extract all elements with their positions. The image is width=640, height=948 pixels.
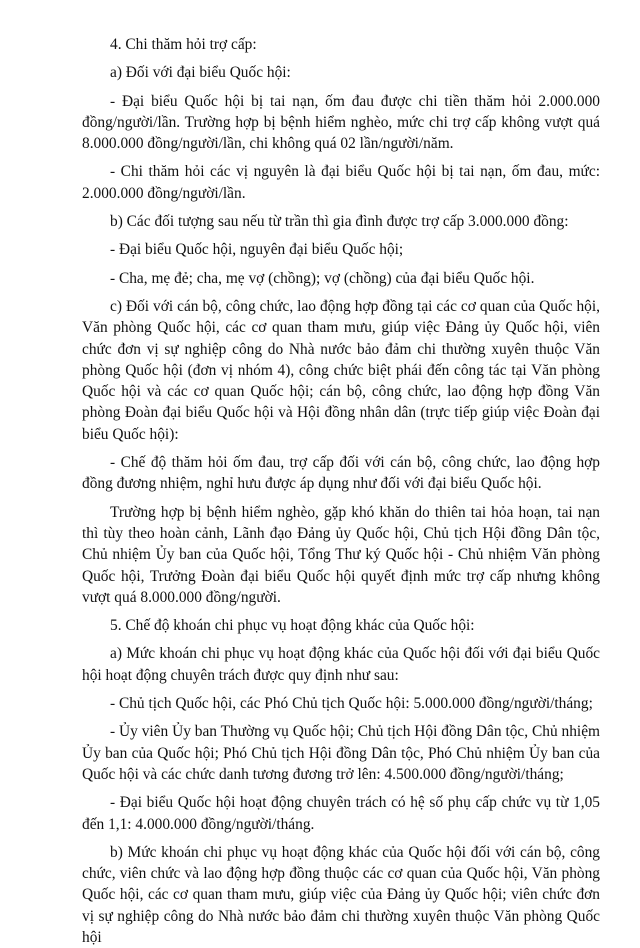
section-5-heading: 5. Chế độ khoán chi phục vụ hoạt động khác của Quốc hội:: [110, 617, 475, 635]
subsection-a-paragraph: a) Mức khoán chi phục vụ hoạt động khác của Quốc hội đối với đại biểu Quốc hội hoạt động chuyên trách được quy định như sau:: [82, 645, 600, 684]
subsection-c-paragraph: c) Đối với cán bộ, công chức, lao động hợp đồng tại các cơ quan của Quốc hội, Văn phòng Quốc hội, các cơ quan tham mưu, giúp việc Đảng ủy Quốc hội, viên chức đơn vị sự nghiệp công do Nhà nước bảo đảm chi thường xuyên thuộc Văn phòng Quốc hội (đơn vị nhóm 4), công chức biệt phái đến công tác tại Văn phòng Quốc hội và các cơ quan Quốc hội; cán bộ, công chức, lao động hợp đồng Văn phòng Đoàn đại biểu Quốc hội và Hội đồng nhân dân (trực tiếp giúp việc Đoàn đại biểu Quốc hội):: [82, 297, 600, 443]
paragraph: - Chi thăm hỏi các vị nguyên là đại biểu Quốc hội bị tai nạn, ốm đau, mức: 2.000.000 đồng/người/lần.: [82, 163, 600, 202]
paragraph: - Đại biểu Quốc hội bị tai nạn, ốm đau được chi tiền thăm hỏi 2.000.000 đồng/người/lần. Trường hợp bị bệnh hiểm nghèo, mức chi trợ cấp không vượt quá 8.000.000 đồng/người/lần, chi không quá 02 lần/người/năm.: [82, 92, 600, 153]
list-item: - Cha, mẹ đẻ; cha, mẹ vợ (chồng); vợ (chồng) của đại biểu Quốc hội.: [110, 269, 535, 287]
list-item: - Đại biểu Quốc hội, nguyên đại biểu Quốc hội;: [110, 241, 404, 259]
section-4-heading: 4. Chi thăm hỏi trợ cấp:: [110, 36, 257, 53]
paragraph: Trường hợp bị bệnh hiểm nghèo, gặp khó khăn do thiên tai hỏa hoạn, tai nạn thì tùy theo hoàn cảnh, Lãnh đạo Đảng ủy Quốc hội, Chủ tịch Hội đồng Dân tộc, Chủ nhiệm Ủy ban của Quốc hội, Tổng Thư ký Quốc hội - Chủ nhiệm Văn phòng Quốc hội, Trưởng Đoàn đại biểu Quốc hội quyết định mức trợ cấp nhưng không vượt quá 8.000.000 đồng/người.: [82, 503, 600, 606]
subsection-b-heading: b) Các đối tượng sau nếu từ trần thì gia đình được trợ cấp 3.000.000 đồng:: [110, 213, 569, 231]
list-item: - Ủy viên Ủy ban Thường vụ Quốc hội; Chủ tịch Hội đồng Dân tộc, Chủ nhiệm Ủy ban của Quốc hội; Phó Chủ tịch Hội đồng Dân tộc, Phó Chủ nhiệm Ủy ban của Quốc hội và các chức danh tương đương trở lên: 4.500.000 đồng/người/tháng;: [82, 723, 600, 783]
subsection-b-paragraph: b) Mức khoán chi phục vụ hoạt động khác của Quốc hội đối với cán bộ, công chức, viên chức và lao động hợp đồng thuộc các cơ quan của Quốc hội, Văn phòng Quốc hội, các cơ quan tham mưu, giúp việc của Đảng ủy Quốc hội; viên chức đơn vị sự nghiệp công do Nhà nước bảo đảm chi thường xuyên thuộc Văn phòng Quốc hội: [82, 843, 600, 946]
subsection-a-heading: a) Đối với đại biểu Quốc hội:: [110, 64, 291, 82]
list-item: - Chủ tịch Quốc hội, các Phó Chủ tịch Quốc hội: 5.000.000 đồng/người/tháng;: [110, 695, 593, 713]
list-item: - Đại biểu Quốc hội hoạt động chuyên trách có hệ số phụ cấp chức vụ từ 1,05 đến 1,1: 4.000.000 đồng/người/tháng.: [82, 794, 600, 833]
paragraph: - Chế độ thăm hỏi ốm đau, trợ cấp đối với cán bộ, công chức, lao động hợp đồng đương nhiệm, nghỉ hưu được áp dụng như đối với đại biểu Quốc hội.: [82, 454, 600, 493]
